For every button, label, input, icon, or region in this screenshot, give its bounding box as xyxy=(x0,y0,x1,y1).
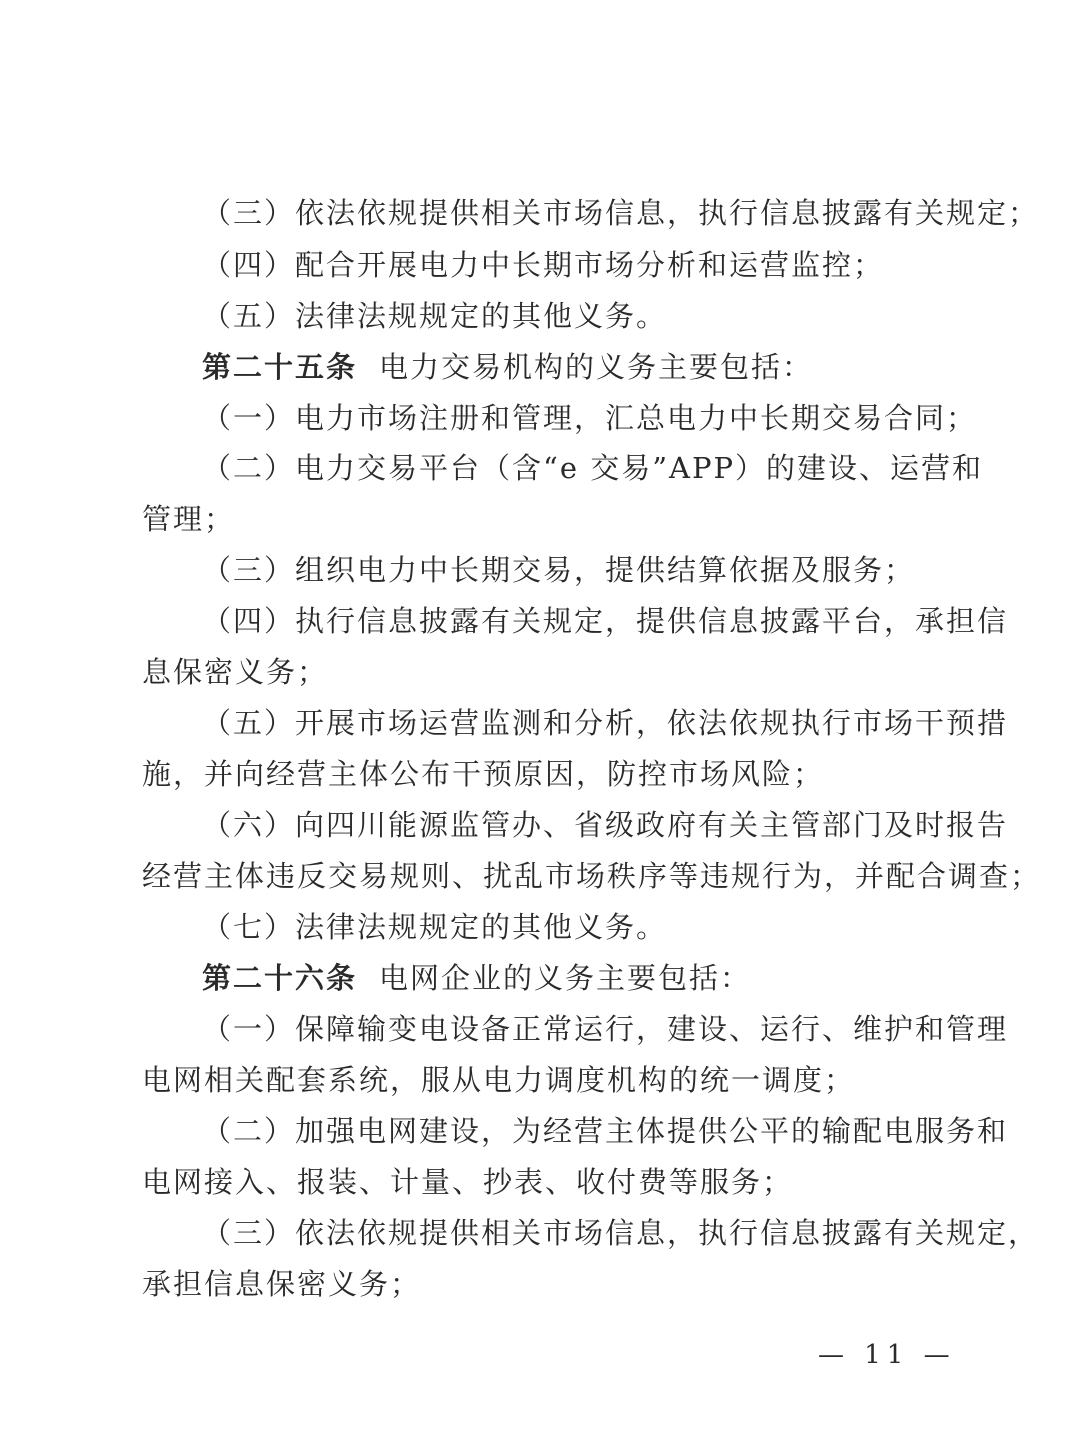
text-line: 电网接入、报装、计量、抄表、收付费等服务； xyxy=(142,1165,794,1199)
article-25-text: 电力交易机构的义务主要包括： xyxy=(379,350,814,384)
text-line: （三）依法依规提供相关市场信息，执行信息披露有关规定， xyxy=(202,1216,1040,1250)
text-line: 息保密义务； xyxy=(142,655,329,689)
article-26-text: 电网企业的义务主要包括： xyxy=(379,961,752,995)
article-25-line xyxy=(202,349,813,385)
text-line: （三）组织电力中长期交易，提供结算依据及服务； xyxy=(202,553,916,587)
text-line: （二）电力交易平台（含“e 交易”APP）的建设、运营和 xyxy=(202,451,984,485)
text-line: （三）依法依规提供相关市场信息，执行信息披露有关规定； xyxy=(202,196,1040,230)
text-line: （二）加强电网建设，为经营主体提供公平的输配电服务和 xyxy=(202,1114,1009,1148)
text-line: 经营主体违反交易规则、扰乱市场秩序等违规行为，并配合调查； xyxy=(142,859,1042,893)
text-line: 管理； xyxy=(142,502,236,536)
text-line: 施，并向经营主体公布干预原因，防控市场风险； xyxy=(142,757,825,791)
article-26-line xyxy=(202,960,751,996)
text-line: （六）向四川能源监管办、省级政府有关主管部门及时报告 xyxy=(202,808,1009,842)
text-line: 电网相关配套系统，服从电力调度机构的统一调度； xyxy=(142,1063,856,1097)
article-25-heading: 第二十五条 xyxy=(202,350,358,384)
text-line: （一）保障输变电设备正常运行，建设、运行、维护和管理 xyxy=(202,1012,1009,1046)
text-line: （四）配合开展电力中长期市场分析和运营监控； xyxy=(202,248,885,282)
text-line: （五）法律法规规定的其他义务。 xyxy=(202,299,668,333)
page-number: — 11 — xyxy=(818,1340,956,1370)
text-line: （四）执行信息披露有关规定，提供信息披露平台，承担信 xyxy=(202,604,1009,638)
text-line: （五）开展市场运营监测和分析，依法依规执行市场干预措 xyxy=(202,706,1009,740)
article-26-heading: 第二十六条 xyxy=(202,961,358,995)
text-line: 承担信息保密义务； xyxy=(142,1267,422,1301)
text-line: （七）法律法规规定的其他义务。 xyxy=(202,910,668,944)
text-line: （一）电力市场注册和管理，汇总电力中长期交易合同； xyxy=(202,401,978,435)
